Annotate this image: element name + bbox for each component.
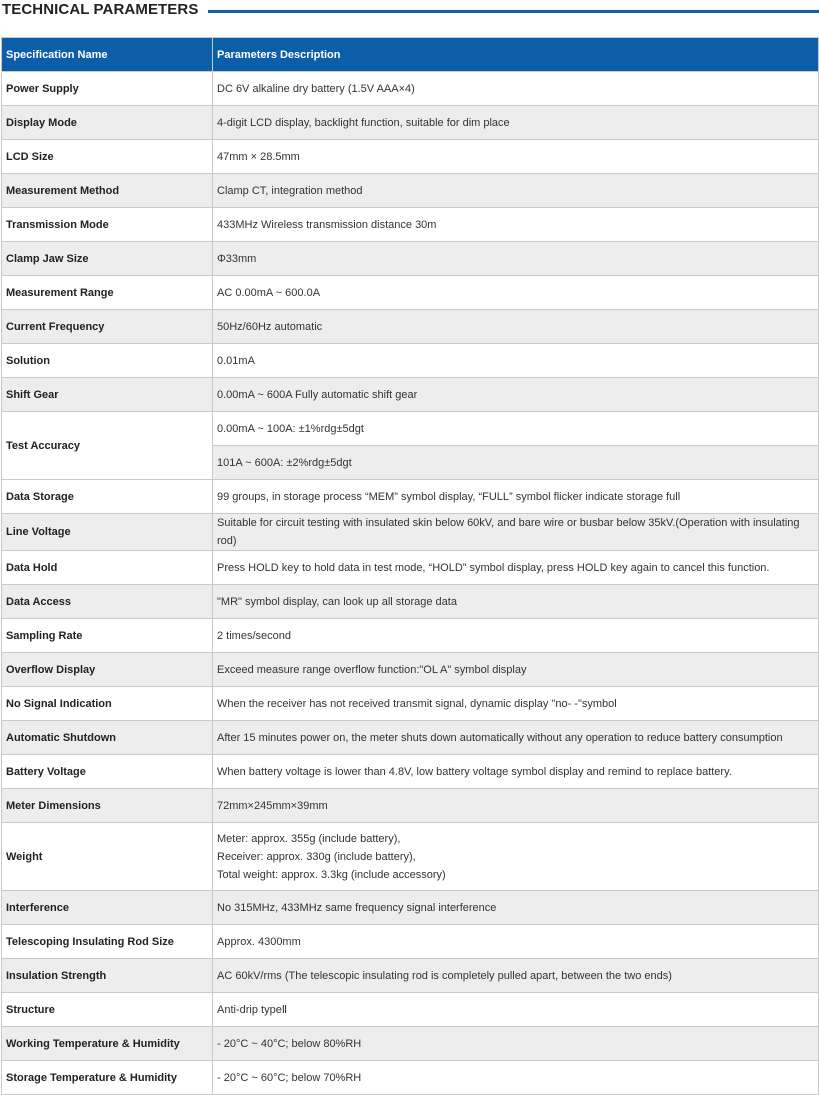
table-row — [2, 174, 819, 208]
table-row — [2, 242, 819, 276]
spec-value-cell: Exceed measure range overflow function:"OL A" symbol display — [213, 653, 819, 687]
table-header-row — [2, 38, 819, 72]
spec-name-cell: Battery Voltage — [2, 755, 213, 789]
table-row — [2, 687, 819, 721]
spec-value-cell: 2 times/second — [213, 619, 819, 653]
spec-name-cell: Interference — [2, 891, 213, 925]
spec-value-cell: 50Hz/60Hz automatic — [213, 310, 819, 344]
table-row — [2, 276, 819, 310]
spec-name-cell: Measurement Range — [2, 276, 213, 310]
spec-name-cell: Telescoping Insulating Rod Size — [2, 925, 213, 959]
table-row — [2, 140, 819, 174]
table-row — [2, 755, 819, 789]
spec-value-cell: 433MHz Wireless transmission distance 30m — [213, 208, 819, 242]
table-row — [2, 993, 819, 1027]
spec-name-cell: Overflow Display — [2, 653, 213, 687]
table-row — [2, 789, 819, 823]
spec-name-cell: Transmission Mode — [2, 208, 213, 242]
spec-name-cell: Clamp Jaw Size — [2, 242, 213, 276]
spec-name-cell: Data Access — [2, 585, 213, 619]
table-row — [2, 823, 819, 891]
spec-value-cell: "MR" symbol display, can look up all storage data — [213, 585, 819, 619]
spec-name-cell: Test Accuracy — [2, 412, 213, 480]
table-row — [2, 721, 819, 755]
table-row — [2, 310, 819, 344]
table-row — [2, 106, 819, 140]
table-row — [2, 925, 819, 959]
spec-value-cell: DC 6V alkaline dry battery (1.5V AAA×4) — [213, 72, 819, 106]
spec-value-line: Total weight: approx. 3.3kg (include accessory) — [217, 868, 446, 881]
table-row — [2, 551, 819, 585]
table-row — [2, 619, 819, 653]
spec-value-cell: No 315MHz, 433MHz same frequency signal interference — [213, 891, 819, 925]
spec-value-cell: 99 groups, in storage process “MEM” symbol display, “FULL” symbol flicker indicate storage full — [213, 480, 819, 514]
spec-value-cell: When battery voltage is lower than 4.8V, low battery voltage symbol display and remind to replace battery. — [213, 755, 819, 789]
spec-name-cell: No Signal Indication — [2, 687, 213, 721]
table-row — [2, 653, 819, 687]
header-rule — [206, 10, 819, 13]
spec-value-cell: 101A ~ 600A: ±2%rdg±5dgt — [213, 446, 819, 480]
spec-name-cell: LCD Size — [2, 140, 213, 174]
spec-value-cell: 0.00mA ~ 100A: ±1%rdg±5dgt — [213, 412, 819, 446]
spec-name-cell: Data Storage — [2, 480, 213, 514]
spec-value-cell: AC 60kV/rms (The telescopic insulating rod is completely pulled apart, between the two ends) — [213, 959, 819, 993]
spec-name-cell: Solution — [2, 344, 213, 378]
spec-value-cell: Clamp CT, integration method — [213, 174, 819, 208]
spec-value-cell: - 20°C ~ 60°C; below 70%RH — [213, 1061, 819, 1095]
table-row — [2, 1061, 819, 1095]
column-header-spec-name: Specification Name — [2, 38, 213, 72]
spec-value-cell: - 20°C ~ 40°C; below 80%RH — [213, 1027, 819, 1061]
spec-name-cell: Structure — [2, 993, 213, 1027]
table-row — [2, 585, 819, 619]
spec-name-cell: Insulation Strength — [2, 959, 213, 993]
spec-value-cell: After 15 minutes power on, the meter shuts down automatically without any operation to reduce battery consumption — [213, 721, 819, 755]
spec-name-cell: Storage Temperature & Humidity — [2, 1061, 213, 1095]
column-header-description: Parameters Description — [213, 38, 819, 72]
spec-name-cell: Data Hold — [2, 551, 213, 585]
spec-name-cell: Shift Gear — [2, 378, 213, 412]
spec-name-cell: Meter Dimensions — [2, 789, 213, 823]
table-row — [2, 1027, 819, 1061]
spec-value-cell: 4-digit LCD display, backlight function, suitable for dim place — [213, 106, 819, 140]
parameters-table — [1, 37, 819, 1095]
spec-value-cell — [213, 823, 819, 891]
spec-value-cell: Φ33mm — [213, 242, 819, 276]
spec-name-cell: Power Supply — [2, 72, 213, 106]
table-row — [2, 344, 819, 378]
spec-name-cell: Measurement Method — [2, 174, 213, 208]
table-row — [2, 891, 819, 925]
spec-name-cell: Weight — [2, 823, 213, 891]
spec-name-cell: Sampling Rate — [2, 619, 213, 653]
spec-value-cell: Suitable for circuit testing with insulated skin below 60kV, and bare wire or busbar below 35kV.(Operation with insulating rod) — [213, 514, 819, 551]
spec-value-cell: 72mm×245mm×39mm — [213, 789, 819, 823]
table-row — [2, 208, 819, 242]
table-row — [2, 514, 819, 551]
spec-value-cell: 0.01mA — [213, 344, 819, 378]
table-row — [2, 480, 819, 514]
table-row — [2, 378, 819, 412]
spec-value-cell: 47mm × 28.5mm — [213, 140, 819, 174]
spec-name-cell: Working Temperature & Humidity — [2, 1027, 213, 1061]
spec-name-cell: Current Frequency — [2, 310, 213, 344]
spec-value-cell: Anti-drip typeⅡ — [213, 993, 819, 1027]
spec-name-cell: Automatic Shutdown — [2, 721, 213, 755]
spec-value-cell: Press HOLD key to hold data in test mode, “HOLD” symbol display, press HOLD key again to cancel this function. — [213, 551, 819, 585]
table-row — [2, 412, 819, 446]
spec-value-cell: Approx. 4300mm — [213, 925, 819, 959]
spec-value-cell: 0.00mA ~ 600A Fully automatic shift gear — [213, 378, 819, 412]
spec-value-line: Receiver: approx. 330g (include battery), — [217, 850, 416, 863]
spec-value-cell: AC 0.00mA ~ 600.0A — [213, 276, 819, 310]
table-row — [2, 72, 819, 106]
section-header — [0, 0, 819, 36]
spec-name-cell: Line Voltage — [2, 514, 213, 551]
table-row — [2, 959, 819, 993]
spec-value-line: Meter: approx. 355g (include battery), — [217, 832, 401, 845]
spec-name-cell: Display Mode — [2, 106, 213, 140]
section-title: TECHNICAL PARAMETERS — [2, 1, 208, 18]
spec-value-cell: When the receiver has not received transmit signal, dynamic display "no- -"symbol — [213, 687, 819, 721]
